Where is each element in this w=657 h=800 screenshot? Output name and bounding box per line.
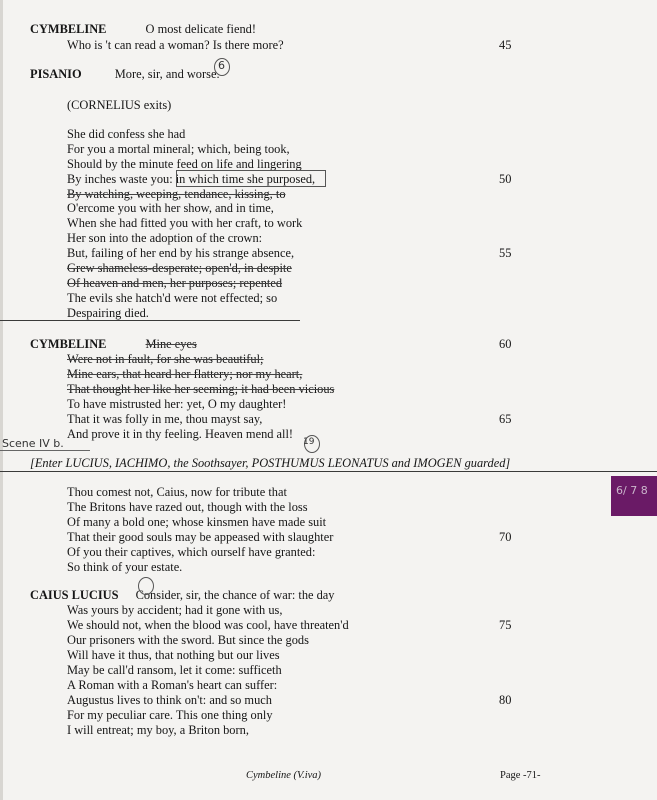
verse-line: Thou comest not, Caius, now for tribute that — [67, 485, 287, 499]
speaker-name: CYMBELINE — [30, 337, 107, 351]
speaker-name: CAIUS LUCIUS — [30, 588, 119, 602]
verse-line: O'ercome you with her show, and in time, — [67, 201, 274, 215]
verse-line: O most delicate fiend! — [145, 22, 256, 36]
tab-marker-note: 6/ 7 8 — [616, 484, 648, 497]
verse-line: Should by the minute feed on life and lingering — [67, 157, 302, 171]
page-edge — [0, 0, 3, 800]
line-number: 70 — [499, 530, 512, 544]
verse-line-partly-struck: The evils she hatch'd were not effected; so — [67, 291, 278, 305]
verse-line-struck: Grew shameless-desperate; open'd, in despite — [67, 261, 292, 275]
verse-line: She did confess she had — [67, 127, 186, 141]
verse-line: Consider, sir, the chance of war: the day — [135, 588, 335, 602]
verse-line: And prove it in thy feeling. Heaven mend all! — [67, 427, 294, 441]
scene-underline — [0, 450, 90, 451]
verse-line-struck: Were not in fault, for she was beautiful; — [67, 352, 264, 366]
verse-line-partly-struck: To have mistrusted her: yet, O my daughter! — [67, 397, 287, 411]
annotation-number: 19 — [303, 437, 315, 447]
verse-line: Our prisoners with the sword. But since the gods — [67, 633, 309, 647]
verse-line: Was yours by accident; had it gone with us, — [67, 603, 283, 617]
speaker-name: CYMBELINE — [30, 22, 107, 36]
speech-1 — [30, 22, 256, 37]
speaker-name: PISANIO — [30, 67, 82, 81]
page-number: Page -71- — [500, 770, 541, 781]
verse-line: But, failing of her end by his strange absence, — [67, 246, 295, 260]
line-number: 45 — [499, 38, 512, 52]
annotation-number: 6 — [218, 59, 225, 72]
verse-line: Her son into the adoption of the crown: — [67, 231, 263, 245]
verse-line: Augustus lives to think on't: and so much — [67, 693, 272, 707]
verse-line: The Britons have razed out, though with the loss — [67, 500, 308, 514]
verse-line: For my peculiar care. This one thing only — [67, 708, 273, 722]
cut-line — [0, 320, 300, 321]
annotation-circle — [138, 577, 154, 595]
verse-line: By inches waste you: in which time she purposed, — [67, 172, 316, 186]
verse-line: Despairing died. — [67, 306, 149, 320]
verse-line: Will have it thus, that nothing but our lives — [67, 648, 280, 662]
edit-bracket — [176, 170, 326, 187]
line-number: 80 — [499, 693, 512, 707]
verse-line: More, sir, and worse. — [114, 67, 220, 81]
scene-marker: Scene IV b. — [2, 437, 64, 450]
speech-3 — [30, 337, 197, 352]
verse-line: Of many a bold one; whose kinsmen have made suit — [67, 515, 327, 529]
verse-line-struck: By watching, weeping, tendance, kissing, to — [67, 187, 286, 201]
line-number: 60 — [499, 337, 512, 351]
cut-line — [0, 471, 657, 472]
verse-line: That their good souls may be appeased with slaughter — [67, 530, 334, 544]
verse-line: I will entreat; my boy, a Briton born, — [67, 723, 249, 737]
speech-2 — [30, 67, 220, 82]
verse-line-struck: Mine ears, that heard her flattery; nor my heart, — [67, 367, 303, 381]
verse-line: We should not, when the blood was cool, have threaten'd — [67, 618, 349, 632]
verse-line-struck: Mine eyes — [145, 337, 197, 351]
verse-line: So think of your estate. — [67, 560, 183, 574]
verse-line: Who is 't can read a woman? Is there more? — [67, 38, 284, 52]
verse-line: A Roman with a Roman's heart can suffer: — [67, 678, 278, 692]
verse-line-struck: That thought her like her seeming; it had been vicious — [67, 382, 335, 396]
verse-line: When she had fitted you with her craft, to work — [67, 216, 303, 230]
line-number: 75 — [499, 618, 512, 632]
footer-title: Cymbeline (V.iva) — [246, 770, 322, 781]
verse-line: For you a mortal mineral; which, being took, — [67, 142, 290, 156]
stage-note: (CORNELIUS exits) — [67, 98, 172, 112]
speech-5 — [30, 588, 335, 603]
line-number: 55 — [499, 246, 512, 260]
verse-line: Of you their captives, which ourself have granted: — [67, 545, 316, 559]
verse-line: That it was folly in me, thou mayst say, — [67, 412, 263, 426]
line-number: 65 — [499, 412, 512, 426]
stage-direction: [Enter LUCIUS, IACHIMO, the Soothsayer, POSTHUMUS LEONATUS and IMOGEN guarded] — [30, 456, 511, 470]
verse-line: May be call'd ransom, let it come: sufficeth — [67, 663, 282, 677]
line-number: 50 — [499, 172, 512, 186]
verse-line-struck: Of heaven and men, her purposes; repented — [67, 276, 283, 290]
